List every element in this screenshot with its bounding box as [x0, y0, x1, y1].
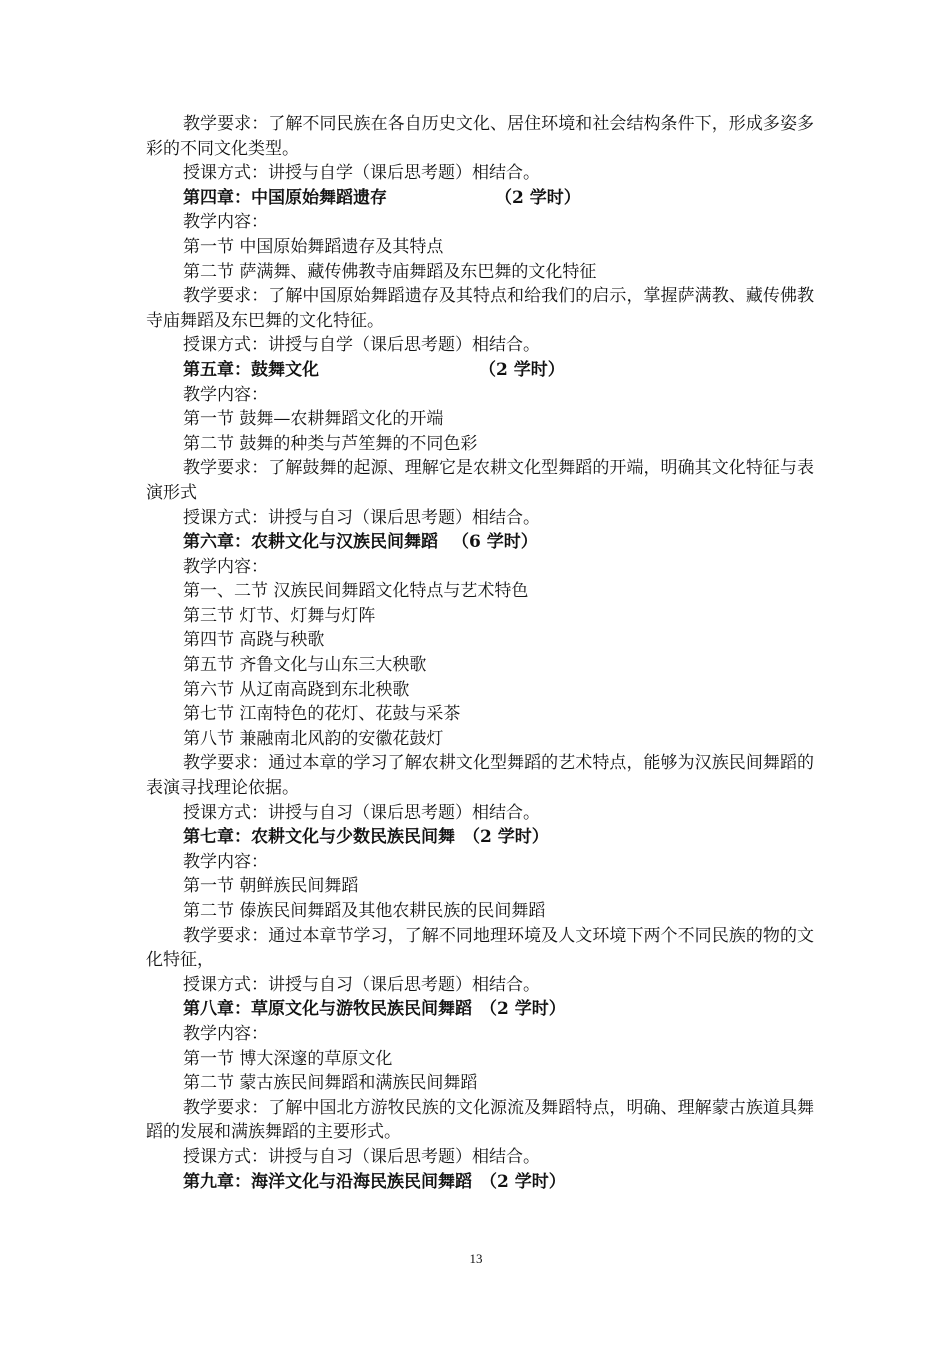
chapter-4-hours: （2 学时）: [495, 187, 581, 208]
chapter-6-section-4: 第四节 高跷与秧歌: [183, 630, 325, 651]
chapter-6-section-3: 第三节 灯节、灯舞与灯阵: [183, 605, 376, 626]
document-body: [146, 112, 814, 1194]
chapter-7-section-1: 第一节 朝鲜族民间舞蹈: [183, 876, 359, 897]
chapter-5-section-1: 第一节 鼓舞—农耕舞蹈文化的开端: [183, 409, 444, 430]
chapter-8-hours: （2 学时）: [480, 999, 566, 1020]
chapter-8-method: 授课方式：讲授与自习（课后思考题）相结合。: [183, 1146, 540, 1167]
chapter-7-section-2: 第二节 傣族民间舞蹈及其他农耕民族的民间舞蹈: [183, 901, 546, 921]
chapter-8-heading: [146, 997, 814, 1022]
chapter-6-heading: [146, 530, 814, 555]
teaching-method-ch3: 授课方式：讲授与自学（课后思考题）相结合。: [183, 163, 540, 184]
chapter-8-content-label: 教学内容：: [183, 1023, 268, 1044]
chapter-6-section-5: 第五节 齐鲁文化与山东三大秧歌: [183, 655, 427, 676]
chapter-8-section-1: 第一节 博大深邃的草原文化: [183, 1048, 393, 1069]
chapter-6-section-7: 第七节 江南特色的花灯、花鼓与采茶: [183, 704, 461, 725]
chapter-7-method: 授课方式：讲授与自习（课后思考题）相结合。: [183, 974, 540, 995]
chapter-5-content-label: 教学内容：: [183, 384, 268, 405]
teaching-requirement-ch3: 教学要求：了解不同民族在各自历史文化、居住环境和社会结构条件下，形成多姿多彩的不同文化类型。: [146, 114, 814, 159]
chapter-7-heading: [146, 825, 814, 850]
chapter-5-method: 授课方式：讲授与自习（课后思考题）相结合。: [183, 507, 540, 528]
chapter-9-hours: （2 学时）: [480, 1171, 566, 1192]
chapter-4-section-2: 第二节 萨满舞、藏传佛教寺庙舞蹈及东巴舞的文化特征: [183, 261, 597, 282]
chapter-5-heading: [146, 358, 814, 383]
chapter-9-heading: [146, 1170, 814, 1195]
chapter-6-section-6: 第六节 从辽南高跷到东北秧歌: [183, 679, 410, 700]
chapter-6-hours: （6 学时）: [452, 532, 538, 553]
chapter-4-content-label: 教学内容：: [183, 212, 268, 233]
chapter-5-hours: （2 学时）: [479, 359, 565, 380]
chapter-6-method: 授课方式：讲授与自习（课后思考题）相结合。: [183, 802, 540, 823]
chapter-4-method: 授课方式：讲授与自学（课后思考题）相结合。: [183, 335, 540, 356]
chapter-4-title: 第四章：中国原始舞蹈遗存: [183, 187, 387, 208]
chapter-9-title: 第九章：海洋文化与沿海民族民间舞蹈: [183, 1171, 472, 1192]
page-number: 13: [469, 1251, 483, 1266]
chapter-6-content-label: 教学内容：: [183, 556, 268, 577]
chapter-6-requirement: 教学要求：通过本章的学习了解农耕文化型舞蹈的艺术特点，能够为汉族民间舞蹈的表演寻找理论依据。: [146, 753, 814, 799]
chapter-4-heading: [146, 186, 814, 211]
chapter-6-section-1-2: 第一、二节 汉族民间舞蹈文化特点与艺术特色: [183, 581, 529, 602]
chapter-7-title: 第七章：农耕文化与少数民族民间舞: [183, 827, 455, 848]
chapter-5-requirement: 教学要求：了解鼓舞的起源、理解它是农耕文化型舞蹈的开端，明确其文化特征与表演形式: [146, 458, 814, 503]
chapter-7-hours: （2 学时）: [463, 827, 549, 848]
chapter-8-requirement: 教学要求：了解中国北方游牧民族的文化源流及舞蹈特点，明确、理解蒙古族道具舞蹈的发展和满族舞蹈的主要形式。: [146, 1097, 814, 1143]
chapter-7-requirement: 教学要求：通过本章节学习，了解不同地理环境及人文环境下两个不同民族的物的文化特征，: [146, 925, 814, 971]
chapter-6-section-8: 第八节 兼融南北风韵的安徽花鼓灯: [183, 728, 444, 749]
chapter-4-section-1: 第一节 中国原始舞蹈遗存及其特点: [183, 236, 444, 257]
chapter-5-title: 第五章：鼓舞文化: [183, 359, 319, 380]
chapter-5-section-2: 第二节 鼓舞的种类与芦笙舞的不同色彩: [183, 433, 478, 454]
chapter-7-content-label: 教学内容：: [183, 851, 268, 872]
chapter-4-requirement: 教学要求：了解中国原始舞蹈遗存及其特点和给我们的启示，掌握萨满教、藏传佛教寺庙舞蹈及东巴舞的文化特征。: [146, 286, 814, 331]
chapter-8-section-2: 第二节 蒙古族民间舞蹈和满族民间舞蹈: [183, 1073, 478, 1094]
chapter-8-title: 第八章：草原文化与游牧民族民间舞蹈: [183, 999, 472, 1020]
chapter-6-title: 第六章：农耕文化与汉族民间舞蹈: [183, 532, 438, 553]
